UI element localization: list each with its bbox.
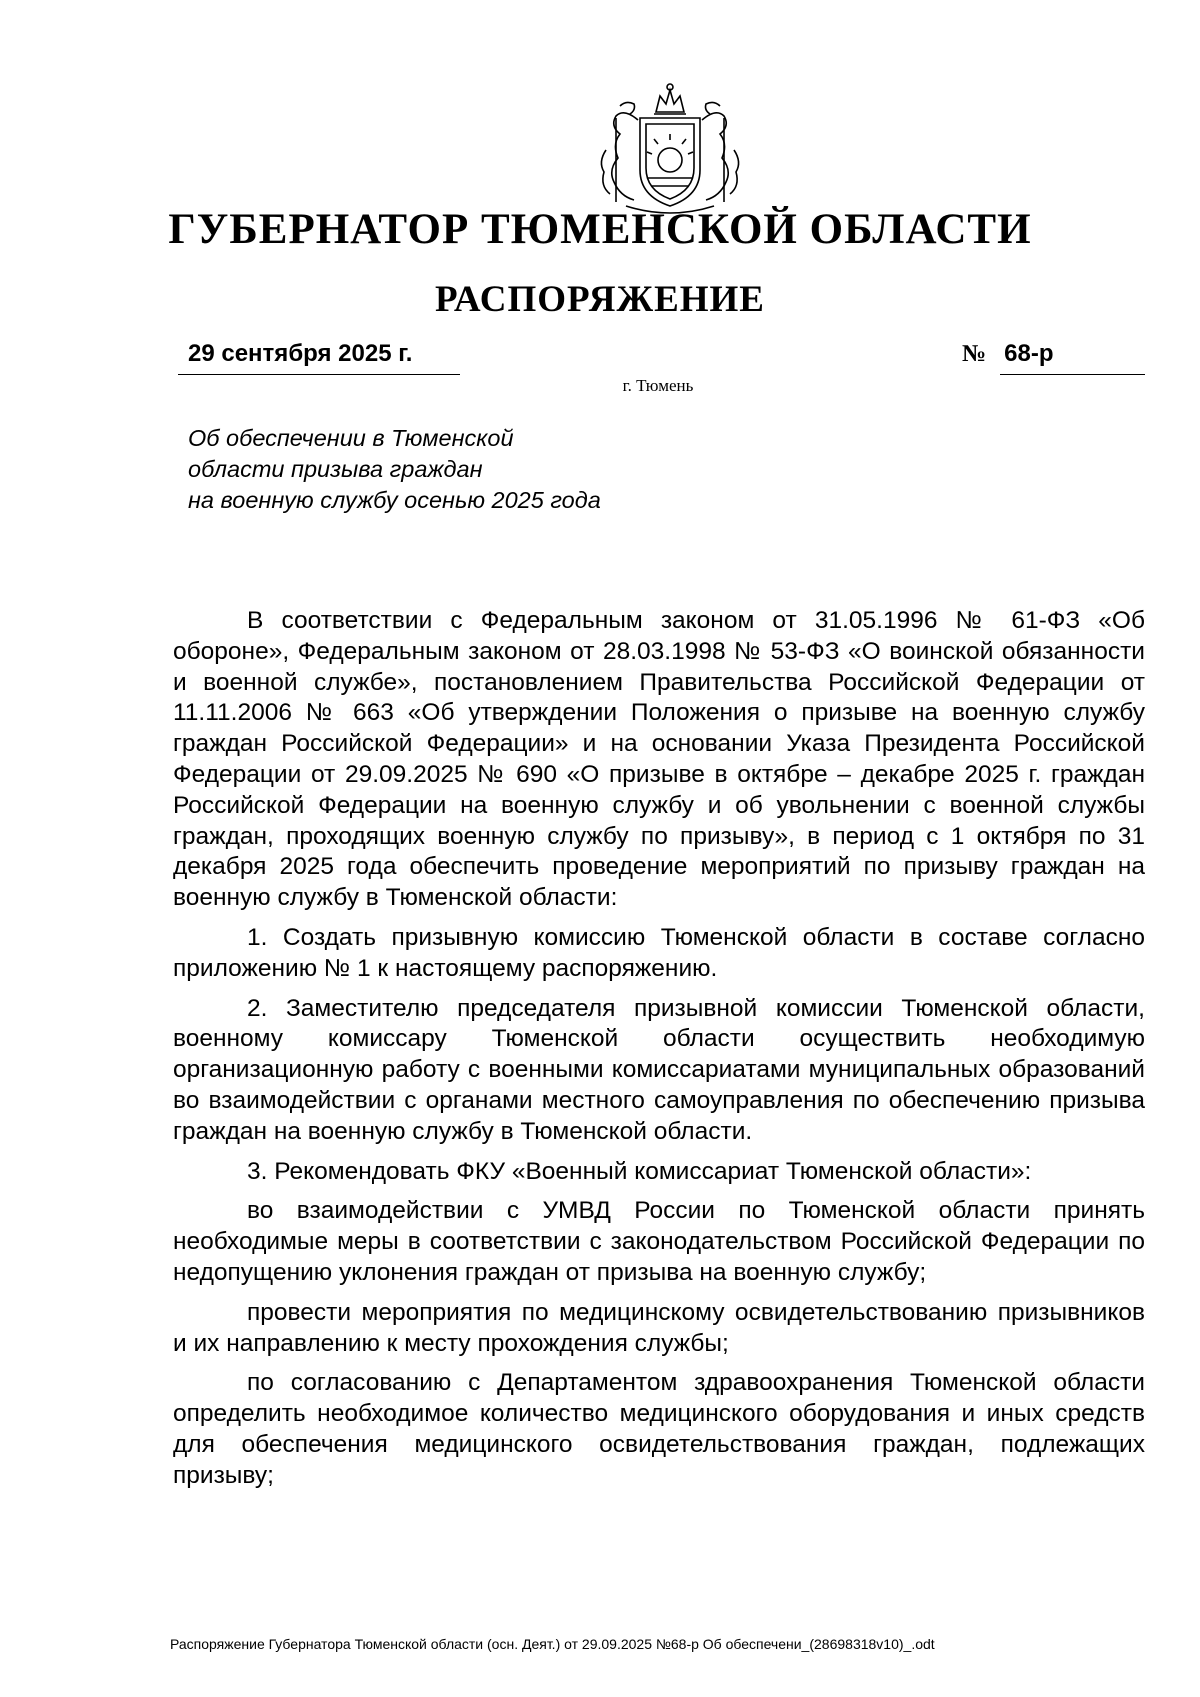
number-sign: № (962, 341, 987, 367)
document-type: РАСПОРЯЖЕНИЕ (434, 279, 765, 320)
subject-line: на военную службу осенью 2025 года (188, 487, 601, 513)
coat-of-arms-icon (590, 78, 750, 218)
subject-line: области призыва граждан (188, 456, 483, 482)
body-paragraph: по согласованию с Департаментом здравоохранения Тюменской области определить необходимое количество медицинского оборудования и иных средств для обеспечения медицинского освидетельствования граждан, подлежащих призыву; (173, 1369, 1145, 1489)
document-subject (188, 423, 748, 516)
subject-line: Об обеспечении в Тюменской (188, 425, 514, 451)
footer-filename: Распоряжение Губернатора Тюменской области (осн. Деят.) от 29.09.2025 №68-р Об обеспечени_(28698318v10)_.odt (170, 1636, 935, 1652)
document-body (173, 606, 1145, 1492)
document-date: 29 сентября 2025 г. (178, 339, 460, 375)
body-paragraph: 1. Создать призывную комиссию Тюменской области в составе согласно приложению № 1 к настоящему распоряжению. (173, 923, 1145, 982)
city: г. Тюмень (622, 376, 694, 395)
body-paragraph: 2. Заместителю председателя призывной комиссии Тюменской области, военному комиссару Тюменской области осуществить необходимую организационную работу с военными комиссариатами муниципальных образований во взаимодействии с органами местного самоуправления по обеспечению призыва граждан на военную службу в Тюменской области. (173, 994, 1145, 1145)
document-number (962, 339, 1145, 375)
authority-title: ГУБЕРНАТОР ТЮМЕНСКОЙ ОБЛАСТИ (168, 206, 1032, 253)
body-paragraph: во взаимодействии с УМВД России по Тюменской области принять необходимые меры в соответствии с законодательством Российской Федерации по недопущению уклонения граждан от призыва на военную службу; (173, 1197, 1145, 1286)
body-paragraph: 3. Рекомендовать ФКУ «Военный комиссариат Тюменской области»: (247, 1157, 1032, 1185)
body-paragraph: провести мероприятия по медицинскому освидетельствованию призывников и их направлению к месту прохождения службы; (173, 1298, 1145, 1357)
number-value: 68-р (1000, 339, 1145, 375)
body-paragraph: В соответствии с Федеральным законом от 31.05.1996 № 61-ФЗ «Об обороне», Федеральным законом от 28.03.1998 № 53-ФЗ «О воинской обязанности и военной службе», постановлением Правительства Российской Федерации от 11.11.2006 № 663 «Об утверждении Положения о призыве на военную службу граждан Российской Федерации» и на основании Указа Президента Российской Федерации от 29.09.2025 № 690 «О призыве в октябре – декабре 2025 г. граждан Российской Федерации на военную службу и об увольнении с военной службы граждан, проходящих военную службу по призыву», в период с 1 октября по 31 декабря 2025 года обеспечить проведение мероприятий по призыву граждан на военную службу в Тюменской области: (173, 607, 1145, 912)
